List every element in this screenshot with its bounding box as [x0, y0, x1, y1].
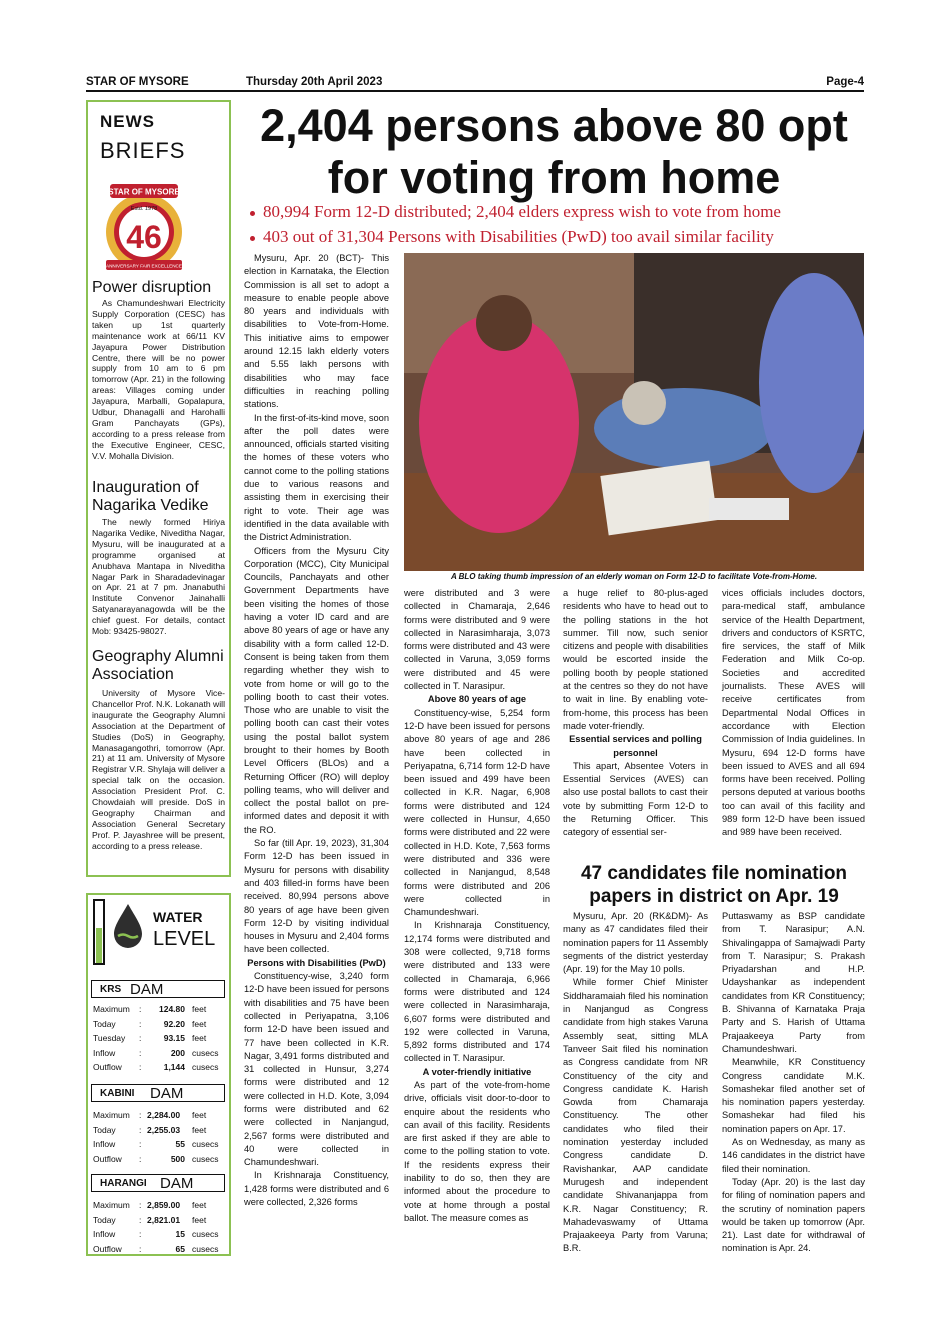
news-label: NEWS [100, 112, 155, 131]
dam-row: Maximum : 124.80 feet [93, 1002, 227, 1017]
dam-label: DAM [160, 1175, 194, 1192]
paragraph: were distributed and 3 were collected in Chamaraja, 2,646 forms were distributed and 9 were collected in Narasimharaja, 3,073 forms were distributed and 43 were collected in Varuna, 3,059 forms were distributed and 45 were collected in T. Narasipur. [404, 588, 550, 692]
story2-column-2 [722, 910, 865, 1256]
dam-row: Maximum : 2,859.00 feet [93, 1198, 227, 1213]
paragraph: In Krishnaraja Constituency, 12,174 forms were distributed and 308 were collected, 9,718 forms were distributed and 133 were collected in Chamaraja, 6,966 forms were distributed and 124 were collected in Narasimharaja, 6,607 forms were distributed and 192 were collected in Varuna, 5,892 forms distributed and 174 collected in T. Narasipur. [404, 920, 550, 1064]
row-label: Tuesday [93, 1033, 126, 1043]
paragraph: Mysuru, Apr. 20 (BCT)- This election in Karnataka, the Election Commission is all set to adopt a measure to enable people above 80 years and individuals with disabilities to Vote-from-Home. This initiative aims to empower around 12.15 lakh elderly voters and 5.55 lakh persons with disabilities who may face difficulties in reaching polling stations. [244, 253, 389, 410]
dam-row: Maximum : 2,284.00 feet [93, 1108, 227, 1123]
news-photo [404, 253, 864, 571]
row-unit: cusecs [192, 1229, 219, 1239]
briefs-label: BRIEFS [100, 138, 186, 163]
masthead-rule [86, 90, 864, 92]
anniversary-logo [96, 182, 192, 274]
dam-short-name: HARANGI [100, 1178, 147, 1189]
page-number: Page-4 [826, 76, 864, 88]
level-title: LEVEL [153, 928, 216, 950]
bullet-text: 403 out of 31,304 Persons with Disabilities (PwD) too avail similar facility [263, 227, 774, 246]
paragraph: In Krishnaraja Constituency, 1,428 forms were distributed and 6 were collected, 2,326 forms [244, 1170, 389, 1208]
paragraph: Meanwhile, KR Constituency Congress candidate M.K. Somashekar filed another set of his nomination papers yesterday. Somashekar had filed his nomination papers on Apr. 17. [722, 1057, 865, 1134]
row-unit: cusecs [192, 1243, 219, 1254]
headline-line-1: 47 candidates file nomination [580, 863, 848, 884]
paragraph: As on Wednesday, as many as 146 candidates in the district have filed their nomination. [722, 1137, 865, 1174]
row-label: Today [93, 1124, 116, 1135]
main-headline [240, 100, 868, 204]
bullet-2 [250, 227, 774, 247]
paragraph: In the first-of-its-kind move, soon after the poll dates were announced, officials started visiting the homes of these voters who cannot come to the polling stations due to various reasons and assisting them in exercising their right to vote. Their age was identified in the data available with the District Administration. [244, 412, 389, 543]
dam-row: Inflow : 55 cusecs [93, 1137, 227, 1152]
dam-label: DAM [150, 1085, 184, 1102]
paragraph: Constituency-wise, 5,254 form 12-D have been issued for persons above 80 years of age and 286 have been collected in Periyapatna, 6,714 form 12-D have been issued and 499 have been collected in K.R. Nagar, 6,908 forms were distributed and 124 were collected in Hunsur, 4,650 forms were distributed and 22 were collected in H.D. Kote, 7,563 forms were distributed and 336 were collected in Nanjangud, 8,548 forms were distributed and 206 were collected in Chamundeshwari. [404, 707, 550, 918]
row-unit: feet [192, 1033, 207, 1043]
row-label: Outflow [93, 1062, 122, 1072]
dam-table [93, 1108, 227, 1166]
row-value: 65 [175, 1243, 185, 1254]
row-label: Maximum [93, 1004, 130, 1014]
row-label: Inflow [93, 1139, 116, 1149]
paragraph: Officers from the Mysuru City Corporation (MCC), City Municipal Councils, Panchayats and other Government Departments have been visiting the homes of those having a voter ID card and are above 80 years of age or have any disability with a form called 12-D. Consent is being taken from them regarding whether they wish to vote from home or will go to the polling booth to cast their votes. Those who are unable to visit the polling booth can cast their votes using the postal ballot system brought to their homes by Booth Level Officers (BLOs) and a Returning Officer (RO) will deploy polling teams, who will deliver and collect the postal ballot on pre-informed dates and deposit it with the RO. [244, 545, 389, 835]
dam-row: Today : 92.20 feet [93, 1017, 227, 1032]
row-value: 124.80 [159, 1004, 185, 1014]
paragraph: As part of the vote-from-home drive, officials visit door-to-door to enquire about the residents who can avail of this facility. Residents are first asked if they are able to come to the polling station to vote. If the residents express their inability to do so, then they are informed about the procedure to vote at home through a postal ballot. The measure comes as [404, 1079, 550, 1223]
masthead [86, 76, 864, 90]
issue-date: Thursday 20th April 2023 [246, 76, 383, 88]
paper-name: STAR OF MYSORE [86, 76, 189, 88]
logo-top-text: STAR OF MYSORE [108, 187, 180, 197]
row-value: 93.15 [163, 1033, 185, 1043]
dam-row: Tuesday : 93.15 feet [93, 1031, 227, 1046]
dam-row: Outflow : 1,144 cusecs [93, 1060, 227, 1075]
brief-title: Power disruption [92, 279, 212, 296]
dam-table [93, 1002, 227, 1075]
row-unit: feet [192, 1214, 207, 1225]
subhead: Essential services and polling personnel [569, 734, 702, 758]
dam-table [93, 1198, 227, 1256]
water-gauge-icon [92, 898, 148, 968]
bullet-text: 80,994 Form 12-D distributed; 2,404 elders express wish to vote from home [263, 202, 781, 221]
dam-label: DAM [130, 981, 164, 998]
story-column-1 [244, 252, 389, 1209]
dam-row: Today : 2,255.03 feet [93, 1123, 227, 1138]
row-value: 2,284.00 [147, 1110, 181, 1120]
story2-column-1 [563, 910, 708, 1256]
paragraph: So far (till Apr. 19, 2023), 31,304 Form 12-D has been issued in Mysuru for persons with disability and 403 filled-in forms have been received. 80,994 persons above 80 years of age have been given Form 12-D by visiting individual houses in Mysuru and 2,404 forms have been collected. [244, 838, 389, 955]
water-title: WATER [153, 909, 203, 925]
dam-short-name: KABINI [100, 1088, 135, 1099]
dam-header [91, 1174, 225, 1192]
row-value: 55 [175, 1139, 185, 1149]
bullet-dot-icon [250, 211, 255, 216]
row-value: 200 [170, 1047, 185, 1058]
row-label: Maximum [93, 1110, 130, 1120]
paragraph: Mysuru, Apr. 20 (RK&DM)- As many as 47 candidates filed their nomination papers for 11 Assembly segments of the district yesterday (Apr. 19) for the May 10 polls. [563, 911, 708, 975]
logo-bottom-text: ANNIVERSARY FAIR EXCELLENCE [106, 263, 182, 269]
story-column-3 [563, 587, 708, 840]
headline-line-1: 2,404 persons above 80 opt [260, 100, 848, 151]
bullet-1 [250, 202, 781, 222]
row-unit: cusecs [192, 1047, 219, 1058]
logo-number: 46 [126, 219, 162, 255]
row-label: Today [93, 1018, 116, 1029]
row-unit: feet [192, 1110, 207, 1120]
subhead: Above 80 years of age [427, 694, 527, 705]
paragraph: vices officials includes doctors, para-medical staff, ambulance service of the Health Department, drivers and conductors of KSRTC, fire services, the staff of Milk Federation and Milk Co-op. Societies and accredited journalists. These AVES will receive certificates from Departmental Nodal Offices in accordance with Election Commission of India guidelines. In Mysuru, 694 12-D forms have been issued to AVES and all 694 forms have been received. Polling persons deputed at various booths too can avail of this facility and 989 form 12-D have been issued and 989 have been received. [722, 588, 865, 838]
logo-est: Estd. 1978 [130, 206, 158, 212]
row-unit: feet [192, 1004, 207, 1014]
dam-row: Outflow : 65 cusecs [93, 1242, 227, 1257]
story2-headline [563, 862, 865, 908]
paragraph: a huge relief to 80-plus-aged residents who have to head out to the polling stations in the hot summer. Till now, such senior citizens and people with disabilities would be escorted inside the polling booth by people stationed at the centres so they do not have to wait in line. By enabling vote-from-home, this process has been made voter-friendly. [563, 588, 708, 731]
dam-row: Outflow : 500 cusecs [93, 1152, 227, 1167]
row-value: 2,255.03 [147, 1124, 181, 1135]
photo-caption: A BLO taking thumb impression of an elderly woman on Form 12-D to facilitate Vote-from-Home. [450, 572, 818, 581]
brief-title: Geography Alumni Association [92, 648, 224, 683]
bullet-dot-icon [250, 236, 255, 241]
row-label: Inflow [93, 1047, 116, 1058]
story-column-2 [404, 587, 550, 1225]
row-label: Outflow [93, 1243, 122, 1254]
dam-row: Today : 2,821.01 feet [93, 1213, 227, 1228]
story-column-4 [722, 587, 865, 840]
row-value: 2,859.00 [147, 1200, 181, 1210]
row-label: Inflow [93, 1229, 116, 1239]
brief-body: University of Mysore Vice-Chancellor Prof. N.K. Lokanath will inaugurate the Geography Alumni Association at the Department of Studies (DoS) in Geography, Manasagangothri, tomorrow (Apr. 21) at 11 am. University of Mysore Registrar V.R. Shylaja will deliver a special talk on the occasion. Association President Prof. C. Chowdaiah will preside. DoS in Geography Chairman and Association General Secretary Prof. P. Jayashree will be present, according to a press release. [92, 688, 225, 851]
row-value: 2,821.01 [147, 1214, 181, 1225]
paragraph: While former Chief Minister Siddharamaiah filed his nomination in Nanjangud as Congress candidate from high stakes Varuna Assembly seat, sitting MLA Tanveer Sait filed his nomination as Congress candidate from NR Constituency of the city and Congress candidate K. Harish Gowda from Chamaraja Constituency. The other candidates who filed their nomination yesterday included Congress candidate D. Ravishankar, AAP candidate Murugesh and independent candidate Shivananjappa from K.R. Nagar Constituency; R. Mahadevaswamy of Uttama Prajaakeeya Party from Varuna; B.R. [563, 977, 708, 1254]
dam-header [91, 980, 225, 998]
row-value: 500 [170, 1153, 185, 1164]
paragraph: Today (Apr. 20) is the last day for filing of nomination papers and the scrutiny of nomination papers would be taken up tomorrow (Apr. 21). Last date for withdrawal of nomination is Apr. 24. [722, 1176, 865, 1254]
subhead: Persons with Disabilities (PwD) [247, 957, 386, 968]
row-value: 92.20 [163, 1018, 185, 1029]
row-unit: cusecs [192, 1062, 219, 1072]
paragraph: Constituency-wise, 3,240 form 12-D have been issued for persons with disabilities and 75 have been collected in Periyapatna, 3,106 form 12-D have been issued and 77 have been collected in K.R. Nagar, 3,491 forms distributed and 31 collected in Hunsur, 3,274 forms were distributed and 12 were collected in H.D. Kote, 3,094 forms were distributed and 62 were collected in Nanjangud, 2,567 forms were distributed and 40 were collected in Chamundeshwari. [244, 971, 389, 1168]
subhead: A voter-friendly initiative [422, 1066, 532, 1077]
row-label: Today [93, 1214, 116, 1225]
brief-title: Inauguration of Nagarika Vedike [92, 479, 209, 514]
brief-body: As Chamundeshwari Electricity Supply Corporation (CESC) has taken up 1st quarterly maintenance work at 66/11 KV Jayapura Power Distribution Centre, there will be no power supply from 10 am to 6 pm tomorrow (Apr. 21) in the following areas: Villages coming under Jayapura, Marballi, Gopalapura, Udbur, Dhanagalli and Harohalli Gram Panchayats (GPs), according to a press release from the Executive Engineer, CESC, V.V. Mohalla Division. [92, 298, 225, 461]
row-unit: feet [192, 1124, 207, 1135]
row-value: 15 [175, 1229, 185, 1239]
paragraph: This apart, Absentee Voters in Essential Services (AVES) can also use postal ballots to cast their vote by submitting Form 12-D to the Returning Officer. This category of essential ser- [563, 760, 708, 838]
row-value: 1,144 [163, 1062, 185, 1072]
row-label: Outflow [93, 1153, 122, 1164]
row-label: Maximum [93, 1200, 130, 1210]
dam-row: Inflow : 15 cusecs [93, 1227, 227, 1242]
row-unit: cusecs [192, 1139, 219, 1149]
row-unit: feet [192, 1018, 207, 1029]
dam-short-name: KRS [100, 984, 122, 995]
dam-header [91, 1084, 225, 1102]
headline-line-2: for voting from home [327, 152, 781, 203]
brief-body: The newly formed Hiriya Nagarika Vedike, Niveditha Nagar, Mysuru, will be inaugurated at a programme organised at Anubhava Mantapa in Niveditha Nagar Park in Sharadadevinagar on Apr. 21 at 7 pm. Jnanabuthi Institute Convenor Jainahalli Satyanarayanagowda will be the chief guest. For details, contact Mob: 93425-98027. [92, 517, 225, 637]
dam-row: Inflow : 200 cusecs [93, 1046, 227, 1061]
headline-line-2: papers in district on Apr. 19 [589, 886, 839, 907]
row-unit: feet [192, 1200, 207, 1210]
paragraph: Puttaswamy as BSP candidate from T. Narasipur; A.N. Shivalingappa of Samajwadi Party from T. Narasipur; S. Prakash Priyadarshan and H.P. Udayshankar as independent candidates from KR Constituency; B. Shivanna of Karnataka Praja Party and S. Harish of Uttama Prajaakeeya Party from Chamundeshwari. [722, 911, 865, 1054]
row-unit: cusecs [192, 1153, 219, 1164]
